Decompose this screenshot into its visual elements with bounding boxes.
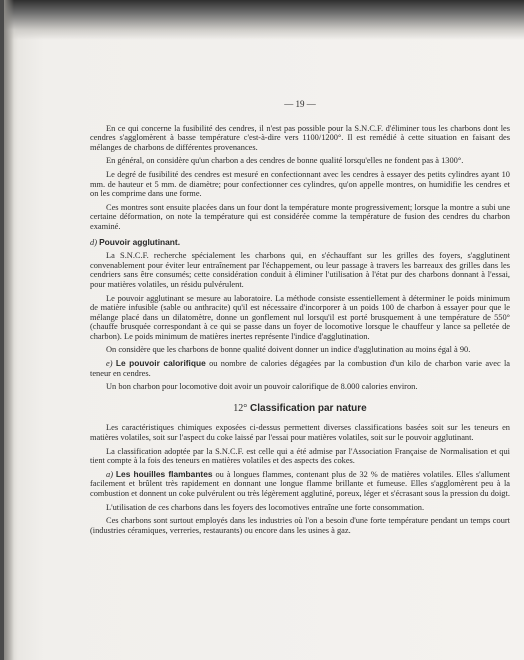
paragraph: Le pouvoir agglutinant se mesure au laboratoire. La méthode consiste essentiellement à déterminer le poids minimum de matière infusible (sable ou anthracite) qu'il est nécessaire d'incorporer à un poids 100 de charbon à essayer pour que le mélange placé dans un dilatomètre, donne un gonflement nul lorsqu'il est porté brusquement à une température de 550° (chauffe brusquée correspondant à ce qui se passe dans un foyer de locomotive lorsque le chauffeur y lance sa pelletée de charbon). Le poids minimum de matières inertes représente l'indice d'agglutination. xyxy=(90,293,510,341)
binding-shadow xyxy=(4,0,14,660)
subsection-letter: d) xyxy=(90,237,97,247)
subsection-text: ou nombre de calories dégagées par la combustion d'un kilo de charbon varie avec la teneur en cendres. xyxy=(90,359,511,378)
page-top-shadow xyxy=(4,0,524,40)
paragraph: La S.N.C.F. recherche spécialement les charbons qui, en s'échauffant sur les grilles des foyers, s'agglutinent convenablement pour éviter leur entraînement par l'échappement, ou leur passage à travers les barreaux des grilles dans les cendriers sans être consumés; cette considération conduit à éliminer l'utilisation à l'état pur des charbons donnant à l'essai, pour matières volatiles, un résidu pulvérulent. xyxy=(90,251,510,289)
section-number: 12° xyxy=(233,402,248,414)
subsection-e-paragraph xyxy=(90,359,510,378)
subsection-title: Pouvoir agglutinant. xyxy=(99,236,181,247)
item-a-paragraph xyxy=(90,470,510,499)
item-letter: a) xyxy=(106,469,113,479)
subsection-letter: e) xyxy=(106,359,113,369)
page-content xyxy=(90,100,510,539)
document-page xyxy=(4,0,524,660)
paragraph: Ces montres sont ensuite placées dans un four dont la température monte progressivement; lorsque la montre a subi une certaine déformation, on note la température qui est considérée comme la température de fusion des cendres du charbon examiné. xyxy=(90,202,510,231)
paragraph: La classification adoptée par la S.N.C.F. est celle qui a été admise par l'Association Française de Normalisation et qui tient compte à la fois des teneurs en matières volatiles et des aspects des cokes. xyxy=(90,446,510,466)
subsection-title: Le pouvoir calorifique xyxy=(115,358,206,369)
paragraph: Les caractéristiques chimiques exposées ci-dessus permettent diverses classifications basées soit sur les teneurs en matières volatiles, soit sur l'aspect du coke laissé par l'essai pour matières volatiles, soit sur le pouvoir agglutinant. xyxy=(90,423,510,443)
subsection-heading-d xyxy=(90,238,510,248)
paragraph: En général, on considère qu'un charbon a des cendres de bonne qualité lorsqu'elles ne fondent pas à 1300°. xyxy=(106,156,464,166)
item-text: ou à longues flammes, contenant plus de 32 % de matières volatiles. Elles s'allument facilement et brûlent très rapidement en donnant une longue flamme brillante et fumeuse. Elles s'agglomèrent peu à la combustion et donnent un coke pulvérulent ou très légèrement agglutiné, poreux, léger et s'écrasant sous la pression du doigt. xyxy=(90,469,510,498)
section-heading xyxy=(90,404,510,414)
paragraph: En ce qui concerne la fusibilité des cendres, il n'est pas possible pour la S.N.C.F. d'éliminer tous les charbons dont les cendres s'agglomèrent à basse température c'est-à-dire vers 1100/1200°. Il est remédié à cette situation en faisant des mélanges de charbons de différentes provenances. xyxy=(90,123,510,152)
paragraph: Ces charbons sont surtout employés dans les industries où l'on a besoin d'une forte température pendant un temps court (industries céramiques, verreries, restaurants) ou encore dans les usines à gaz. xyxy=(90,516,510,535)
page-number: — 19 — xyxy=(284,99,316,109)
paragraph: L'utilisation de ces charbons dans les foyers des locomotives entraîne une forte consommation. xyxy=(106,502,425,512)
paragraph: On considère que les charbons de bonne qualité doivent donner un indice d'agglutination au moins égal à 90. xyxy=(106,345,471,355)
item-title: Les houilles flambantes xyxy=(115,468,213,479)
section-title: Classification par nature xyxy=(250,402,367,414)
paragraph: Le degré de fusibilité des cendres est mesuré en confectionnant avec les cendres à essayer des petits cylindres ayant 10 mm. de hauteur et 5 mm. de diamètre; pour confectionner ces cylindres, qu'on appelle montres, on humidifie les cendres et on les comprime dans une forme. xyxy=(90,169,510,199)
paragraph: Un bon charbon pour locomotive doit avoir un pouvoir calorifique de 8.000 calories environ. xyxy=(106,382,418,392)
